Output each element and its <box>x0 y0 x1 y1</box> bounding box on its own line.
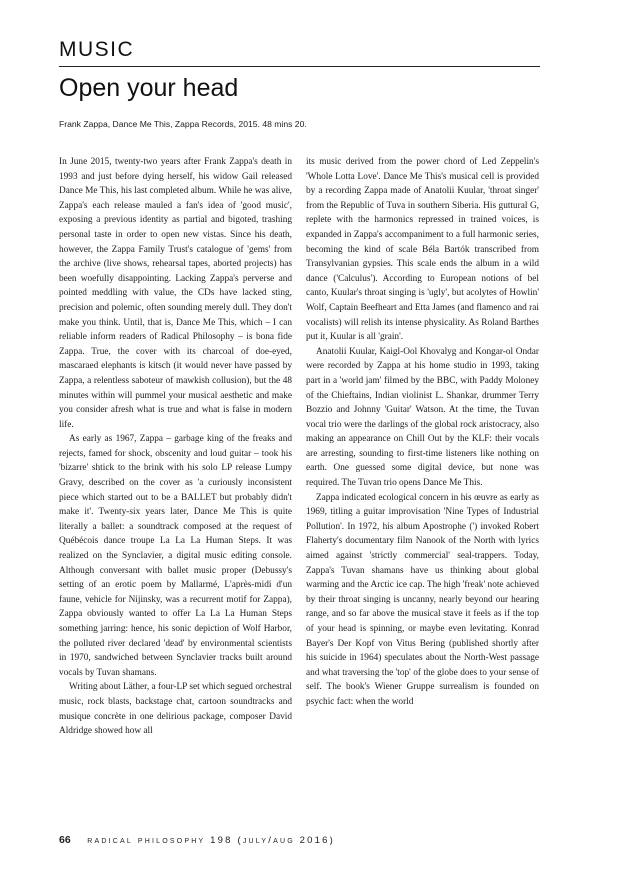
body-column-left <box>59 155 292 739</box>
article-title: Open your head <box>59 74 239 102</box>
paragraph: As early as 1967, Zappa – garbage king of the freaks and rejects, famed for shock, obscenity and loud guitar – took his 'bizarre' shtick to the brink with his solo LP release Lumpy Gravy, described on the cover as 'a curiously inconsistent piece which started out to be a BALLET but probably didn't make it'. Twenty-six years later, Dance Me This is quite literally a ballet: a soundtrack composed at the request of Québécois dance troupe La La La Human Steps. It was realized on the Synclavier, a digital music editing console. Although conversant with ballet music proper (Debussy's setting of an erotic poem by Mallarmé, L'après-midi d'un faune, vehicle for Nijinsky, was a recurrent motif for Zappa), Zappa obviously wanted to offer La La La Human Steps something jarring: hence, his sonic depiction of Wolf Harbor, the polluted river declared 'dead' by environmental scientists in 1970, sandwiched between Synclavier tracks built around vocals by Tuvan shamans. <box>59 434 292 678</box>
page-number: 66 <box>59 834 71 846</box>
page-footer <box>59 834 335 846</box>
review-info: Frank Zappa, Dance Me This, Zappa Records, 2015. 48 mins 20. <box>59 119 307 129</box>
journal-citation: radical philosophy 198 (july/aug 2016) <box>87 835 335 846</box>
body-column-right <box>306 155 539 710</box>
paragraph: its music derived from the power chord of Led Zeppelin's 'Whole Lotta Love'. Dance Me This's musical cell is provided by a recording Zappa made of Anatolii Kuular, 'throat singer' from the Republic of Tuva in southern Siberia. His guttural G, replete with the harmonics repressed in trained voices, is expanded in Zappa's accompaniment to a full harmonic series, becoming the kind of scale Béla Bartók transcribed from Transylvanian gypsies. This scale ends the album in a wild dance ('Calculus'). According to European notions of bel canto, Kuular's throat singing is 'ugly', but acolytes of Howlin' Wolf, Captain Beefheart and Etta James (and flamenco and rai vocalists) will relish its intense physicality. As Roland Barthes put it, Kuular is all 'grain'. <box>306 157 539 343</box>
paragraph: Anatolii Kuular, Kaigl-Ool Khovalyg and Kongar-ol Ondar were recorded by Zappa at his home studio in 1993, taking part in a 'world jam' filmed by the BBC, with Paddy Moloney of the Chieftains, Indian violinist L. Shankar, drummer Terry Bozzio and Johnny 'Guitar' Watson. At the time, the Tuvan vocal trio were the darlings of the global rock aristocracy, also making an appearance on Chill Out by the KLF: their vocals are arresting, sounding to first-time listeners like nothing on earth. One guessed some digital device, but none was required. The Tuvan trio opens Dance Me This. <box>306 346 539 489</box>
paragraph: Zappa indicated ecological concern in his œuvre as early as 1969, titling a guitar improvisation 'Nine Types of Industrial Pollution'. In 1972, his album Apostrophe (') invoked Robert Flaherty's documentary film Nanook of the North with lyrics aimed against 'strictly commercial' seal-trappers. Today, Zappa's Tuvan shamans have us thinking about global warming and the Arctic ice cap. The high 'freak' note achieved by their throat singing is uncanny, nearly beyond our hearing range, and so far above the musical stave it feels as if the top of your head is spinning, or maybe even levitating. Konrad Bayer's Der Kopf von Vitus Bering (published shortly after his suicide in 1964) speculates about the North-West passage and what traversing the 'top' of the globe does to your sense of self. The book's Wiener Gruppe surrealism is founded on psychic fact: when the world <box>306 492 539 707</box>
section-label: MUSIC <box>59 38 135 61</box>
header-rule <box>59 66 540 67</box>
paragraph: Writing about Läther, a four-LP set which segued orchestral music, rock blasts, backstage chat, cartoon soundtracks and musique concrète in one delirious package, composer David Aldridge showed how all <box>59 682 292 737</box>
paragraph: In June 2015, twenty-two years after Frank Zappa's death in 1993 and just before dying herself, his widow Gail released Dance Me This, his last completed album. While he was alive, Zappa's each release mauled a fan's idea of 'good music', exposing a previous identity as partial and bigoted, trashing personal taste in order to open new vistas. Since his death, however, the Zappa Family Trust's catalogue of 'gems' from the archive (live shows, rehearsal tapes, aborted projects) has been woefully disappointing. Lacking Zappa's perverse and pointed meddling with value, the CDs have lacked sting, precision and polemic, often sounding merely dull. They don't make you think. Until, that is, Dance Me This, which – I can reliable inform readers of Radical Philosophy – is bona fide Zappa. True, the cover with its charcoal of doe-eyed, mascaraed elephants is kitsch (it would never have passed by Zappa, a relentless saboteur of mawkish collusion), but the 48 minutes within will pummel your musical aesthetic and make you consider afresh what is true and what is false in modern life. <box>59 157 292 430</box>
